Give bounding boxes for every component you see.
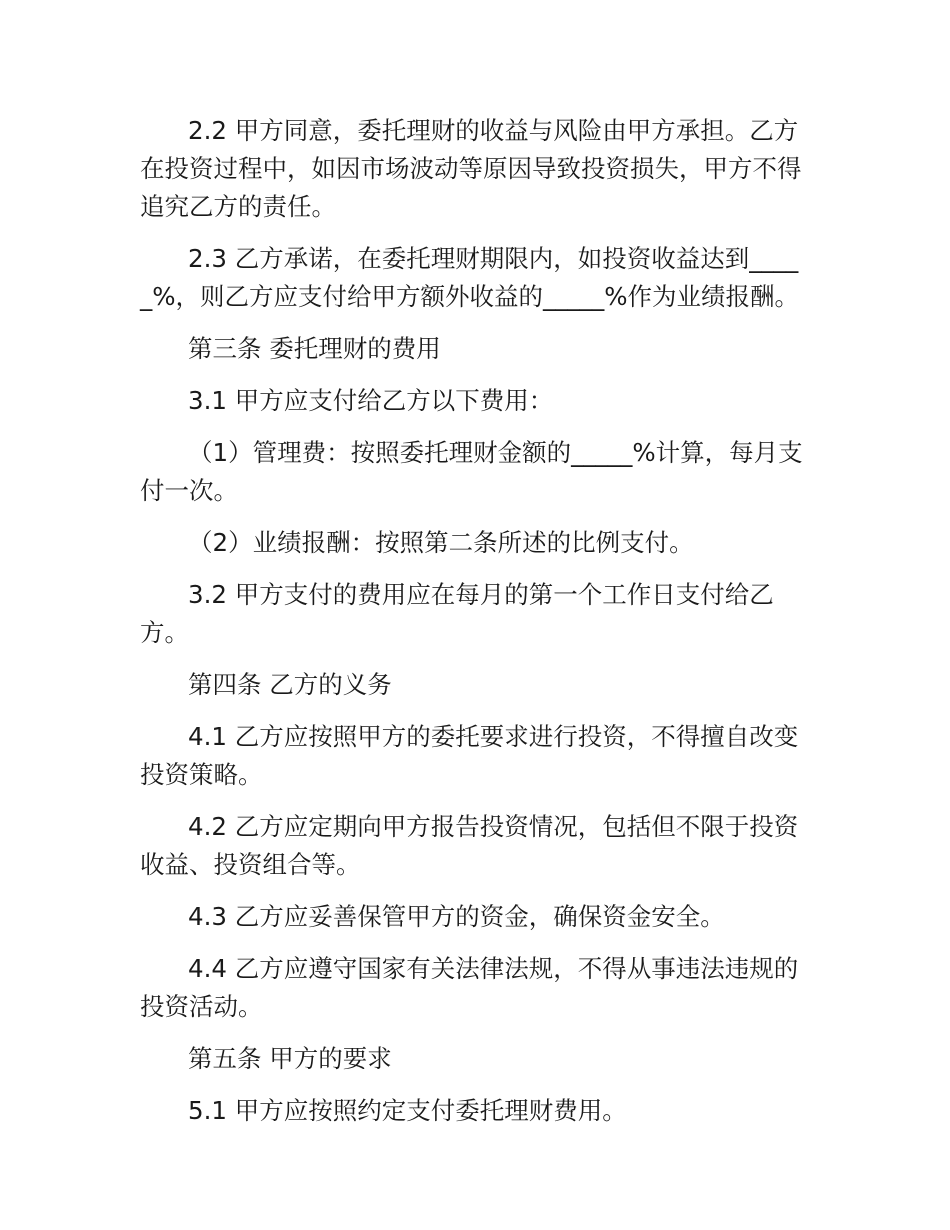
clause-2-3: 2.3 乙方承诺，在委托理财期限内，如投资收益达到_____%，则乙方应支付给甲方额外收益的_____%作为业绩报酬。 (140, 244, 800, 311)
clause-3-1-item-2: （2）业绩报酬：按照第二条所述的比例支付。 (188, 528, 694, 557)
clause-3-1: 3.1 甲方应支付给乙方以下费用： (188, 386, 554, 415)
clause-2-2: 2.2 甲方同意，委托理财的收益与风险由甲方承担。乙方在投资过程中，如因市场波动等原因导致投资损失，甲方不得追究乙方的责任。 (140, 116, 802, 221)
clause-4-1: 4.1 乙方应按照甲方的委托要求进行投资，不得擅自改变投资策略。 (140, 722, 799, 789)
clause-4-4: 4.4 乙方应遵守国家有关法律法规，不得从事违法违规的投资活动。 (140, 954, 799, 1021)
section-heading-4: 第四条 乙方的义务 (188, 670, 392, 699)
clause-4-3: 4.3 乙方应妥善保管甲方的资金，确保资金安全。 (188, 902, 725, 931)
section-heading-3: 第三条 委托理财的费用 (188, 334, 441, 363)
clause-5-1: 5.1 甲方应按照约定支付委托理财费用。 (188, 1096, 627, 1125)
section-heading-5: 第五条 甲方的要求 (188, 1044, 392, 1073)
clause-4-2: 4.2 乙方应定期向甲方报告投资情况，包括但不限于投资收益、投资组合等。 (140, 812, 799, 879)
clause-3-1-item-1: （1）管理费：按照委托理财金额的_____%计算，每月支付一次。 (140, 438, 803, 505)
document-page (140, 112, 812, 1144)
clause-3-2: 3.2 甲方支付的费用应在每月的第一个工作日支付给乙方。 (140, 580, 774, 647)
